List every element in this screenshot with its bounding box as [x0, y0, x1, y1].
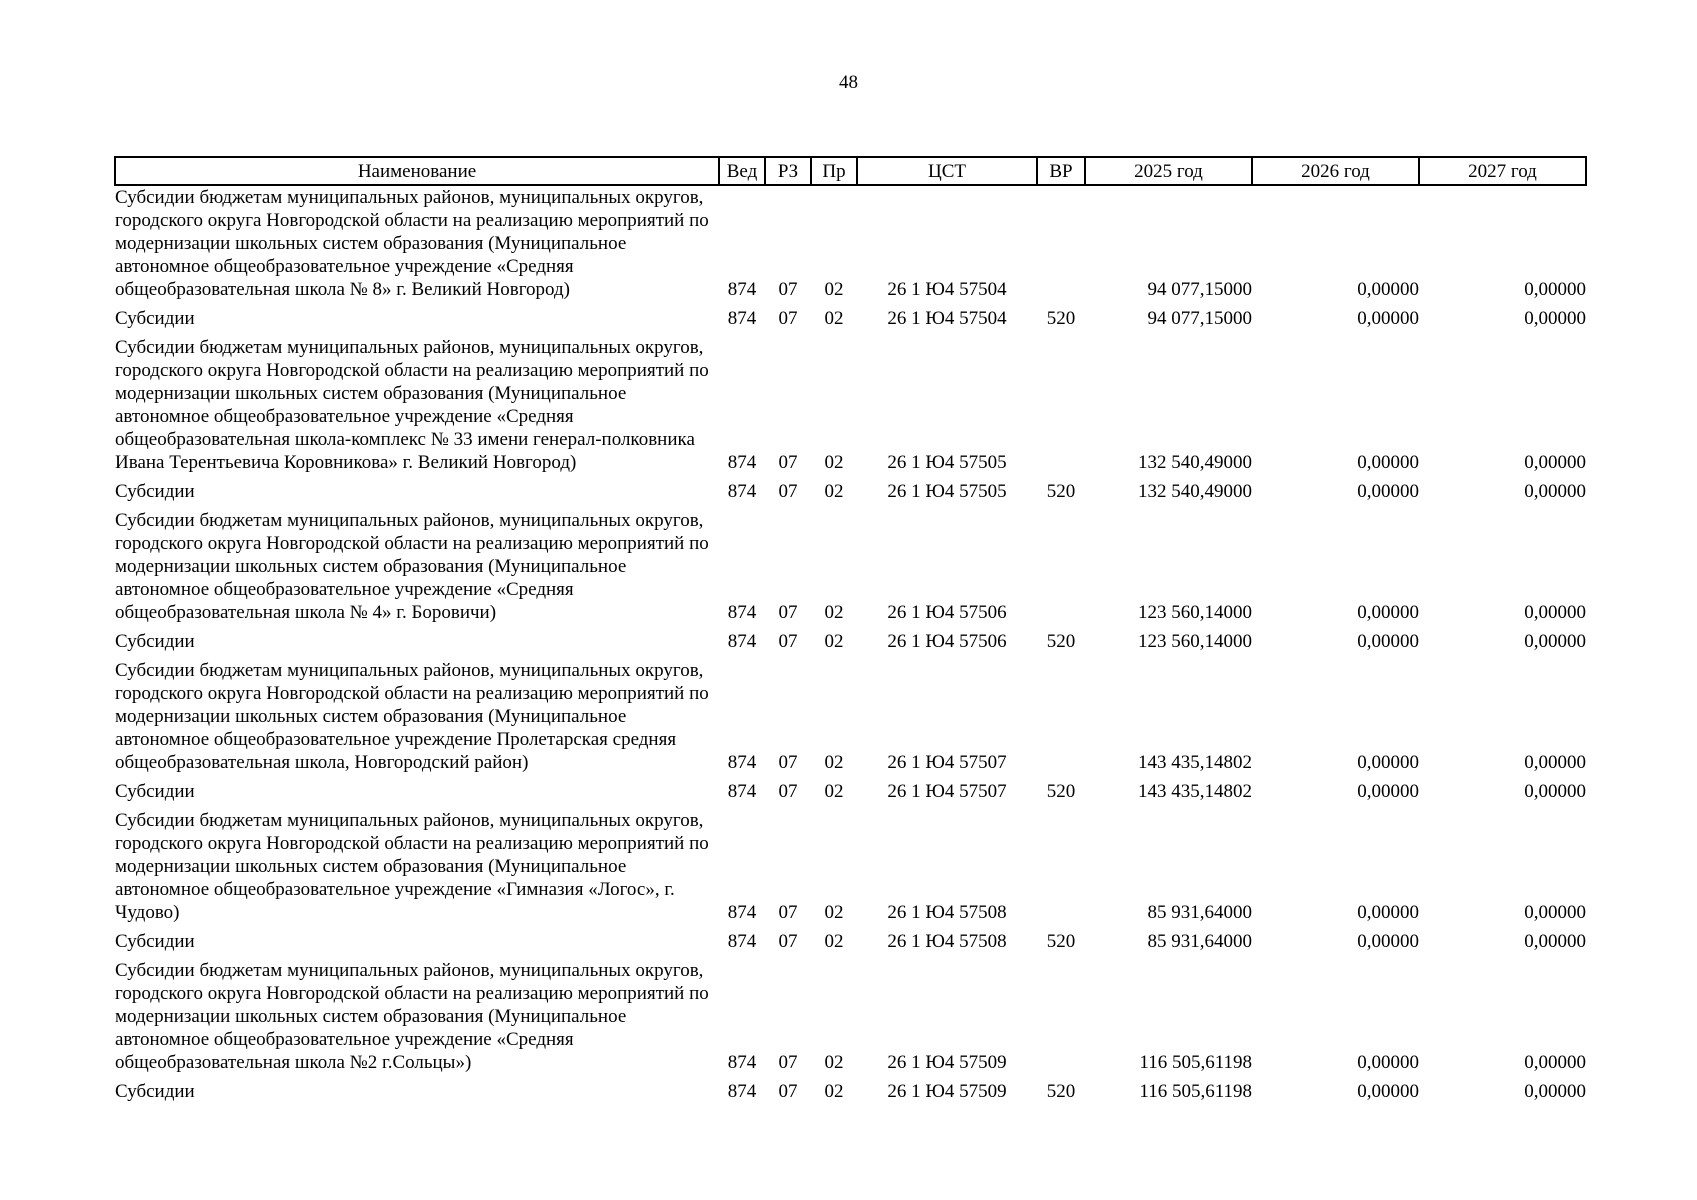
cell-cst: 26 1 Ю4 57507 — [887, 752, 1007, 773]
cell-2026: 0,00000 — [1357, 902, 1419, 923]
cell-ved: 874 — [727, 602, 757, 623]
cell-name: Субсидии бюджетам муниципальных районов, муниципальных округов, городского округа Новгородской области на реализацию мероприятий по модернизации школьных систем образования (Муниципальное автономное общеобразовательное учреждение «Средняя общеобразовательная школа № 4» г. Боровичи) — [115, 510, 709, 623]
cell-pr: 02 — [824, 279, 844, 300]
cell-name: Субсидии бюджетам муниципальных районов, муниципальных округов, городского округа Новгородской области на реализацию мероприятий по модернизации школьных систем образования (Муниципальное автономное общеобразовательное учреждение «Средняя общеобразовательная школа №2 г.Сольцы») — [115, 960, 709, 1073]
cell-2026: 0,00000 — [1357, 481, 1419, 502]
cell-pr: 02 — [824, 452, 844, 473]
header-2025: 2025 год — [1085, 157, 1252, 185]
cell-2025: 94 077,15000 — [1147, 279, 1252, 300]
cell-rz: 07 — [778, 1052, 798, 1073]
cell-rz: 07 — [778, 752, 798, 773]
cell-2026: 0,00000 — [1357, 602, 1419, 623]
cell-2026: 0,00000 — [1357, 452, 1419, 473]
cell-cst: 26 1 Ю4 57505 — [887, 481, 1007, 502]
cell-2025: 116 505,61198 — [1139, 1052, 1252, 1073]
cell-2025: 143 435,14802 — [1138, 752, 1252, 773]
cell-2026: 0,00000 — [1357, 279, 1419, 300]
cell-rz: 07 — [778, 481, 798, 502]
cell-rz: 07 — [778, 602, 798, 623]
cell-vr — [1037, 659, 1085, 780]
cell-pr: 02 — [824, 631, 844, 652]
header-2027: 2027 год — [1419, 157, 1586, 185]
cell-2025: 116 505,61198 — [1139, 1081, 1252, 1102]
cell-vr: 520 — [1046, 308, 1076, 329]
cell-cst: 26 1 Ю4 57504 — [887, 279, 1007, 300]
cell-vr: 520 — [1046, 781, 1076, 802]
cell-2027: 0,00000 — [1524, 1052, 1586, 1073]
cell-vr — [1037, 336, 1085, 480]
table-row — [115, 509, 1586, 630]
header-ved: Вед — [719, 157, 765, 185]
cell-2026: 0,00000 — [1357, 1052, 1419, 1073]
cell-rz: 07 — [778, 902, 798, 923]
cell-2025: 143 435,14802 — [1138, 781, 1252, 802]
header-pr: Пр — [811, 157, 857, 185]
cell-2026: 0,00000 — [1357, 931, 1419, 952]
cell-vr: 520 — [1046, 481, 1076, 502]
cell-2027: 0,00000 — [1524, 481, 1586, 502]
cell-ved: 874 — [727, 931, 757, 952]
cell-rz: 07 — [778, 781, 798, 802]
cell-cst: 26 1 Ю4 57509 — [887, 1052, 1007, 1073]
cell-pr: 02 — [824, 902, 844, 923]
cell-rz: 07 — [778, 452, 798, 473]
cell-vr — [1037, 185, 1085, 307]
cell-ved: 874 — [727, 1081, 757, 1102]
cell-2027: 0,00000 — [1524, 752, 1586, 773]
table-row — [115, 1080, 1586, 1109]
cell-vr — [1037, 509, 1085, 630]
cell-rz: 07 — [778, 931, 798, 952]
cell-2027: 0,00000 — [1524, 631, 1586, 652]
table-header — [115, 157, 1586, 185]
cell-2026: 0,00000 — [1357, 781, 1419, 802]
cell-ved: 874 — [727, 481, 757, 502]
cell-2026: 0,00000 — [1357, 631, 1419, 652]
page-number: 48 — [839, 72, 858, 93]
cell-pr: 02 — [824, 308, 844, 329]
cell-rz: 07 — [778, 1081, 798, 1102]
cell-2025: 123 560,14000 — [1138, 602, 1252, 623]
cell-pr: 02 — [824, 1081, 844, 1102]
table-row — [115, 336, 1586, 480]
cell-pr: 02 — [824, 602, 844, 623]
cell-2026: 0,00000 — [1357, 752, 1419, 773]
cell-name: Субсидии — [115, 1081, 195, 1102]
cell-ved: 874 — [727, 279, 757, 300]
cell-cst: 26 1 Ю4 57506 — [887, 631, 1007, 652]
cell-pr: 02 — [824, 752, 844, 773]
cell-pr: 02 — [824, 481, 844, 502]
table-row — [115, 930, 1586, 959]
header-name: Наименование — [115, 157, 719, 185]
table-row — [115, 959, 1586, 1080]
cell-name: Субсидии — [115, 631, 195, 652]
cell-2027: 0,00000 — [1524, 1081, 1586, 1102]
cell-name: Субсидии — [115, 781, 195, 802]
table-row — [115, 659, 1586, 780]
cell-2025: 132 540,49000 — [1138, 452, 1252, 473]
cell-name: Субсидии бюджетам муниципальных районов, муниципальных округов, городского округа Новгородской области на реализацию мероприятий по модернизации школьных систем образования (Муниципальное автономное общеобразовательное учреждение «Средняя общеобразовательная школа-комплекс № 33 имени генерал-полковника Ивана Терентьевича Коровникова» г. Великий Новгород) — [115, 337, 709, 473]
cell-2027: 0,00000 — [1524, 931, 1586, 952]
cell-name: Субсидии — [115, 308, 195, 329]
cell-ved: 874 — [727, 1052, 757, 1073]
budget-table — [114, 156, 1587, 1109]
cell-2027: 0,00000 — [1524, 308, 1586, 329]
cell-vr: 520 — [1046, 931, 1076, 952]
cell-ved: 874 — [727, 752, 757, 773]
table-row — [115, 185, 1586, 307]
cell-2025: 123 560,14000 — [1138, 631, 1252, 652]
cell-2027: 0,00000 — [1524, 602, 1586, 623]
table-row — [115, 307, 1586, 336]
cell-vr: 520 — [1046, 631, 1076, 652]
cell-vr: 520 — [1046, 1081, 1076, 1102]
cell-rz: 07 — [778, 631, 798, 652]
cell-pr: 02 — [824, 781, 844, 802]
cell-ved: 874 — [727, 631, 757, 652]
cell-2025: 132 540,49000 — [1138, 481, 1252, 502]
header-rz: РЗ — [765, 157, 811, 185]
cell-2025: 85 931,64000 — [1147, 902, 1252, 923]
cell-ved: 874 — [727, 781, 757, 802]
table-row — [115, 480, 1586, 509]
cell-name: Субсидии бюджетам муниципальных районов, муниципальных округов, городского округа Новгородской области на реализацию мероприятий по модернизации школьных систем образования (Муниципальное автономное общеобразовательное учреждение «Гимназия «Логос», г. Чудово) — [115, 810, 709, 923]
cell-2027: 0,00000 — [1524, 781, 1586, 802]
cell-rz: 07 — [778, 279, 798, 300]
cell-ved: 874 — [727, 308, 757, 329]
cell-cst: 26 1 Ю4 57506 — [887, 602, 1007, 623]
table-body — [115, 185, 1586, 1109]
cell-cst: 26 1 Ю4 57509 — [887, 1081, 1007, 1102]
cell-2027: 0,00000 — [1524, 279, 1586, 300]
cell-vr — [1037, 809, 1085, 930]
cell-2027: 0,00000 — [1524, 452, 1586, 473]
cell-rz: 07 — [778, 308, 798, 329]
table-row — [115, 630, 1586, 659]
cell-pr: 02 — [824, 931, 844, 952]
header-cst: ЦСТ — [857, 157, 1037, 185]
cell-cst: 26 1 Ю4 57508 — [887, 931, 1007, 952]
header-vr: ВР — [1037, 157, 1085, 185]
cell-cst: 26 1 Ю4 57507 — [887, 781, 1007, 802]
cell-name: Субсидии бюджетам муниципальных районов, муниципальных округов, городского округа Новгородской области на реализацию мероприятий по модернизации школьных систем образования (Муниципальное автономное общеобразовательное учреждение «Средняя общеобразовательная школа № 8» г. Великий Новгород) — [115, 187, 709, 300]
header-row — [115, 157, 1586, 185]
cell-cst: 26 1 Ю4 57505 — [887, 452, 1007, 473]
cell-pr: 02 — [824, 1052, 844, 1073]
cell-cst: 26 1 Ю4 57504 — [887, 308, 1007, 329]
cell-name: Субсидии бюджетам муниципальных районов, муниципальных округов, городского округа Новгородской области на реализацию мероприятий по модернизации школьных систем образования (Муниципальное автономное общеобразовательное учреждение Пролетарская средняя общеобразовательная школа, Новгородский район) — [115, 660, 709, 773]
table-row — [115, 809, 1586, 930]
cell-vr — [1037, 959, 1085, 1080]
cell-2025: 94 077,15000 — [1147, 308, 1252, 329]
cell-cst: 26 1 Ю4 57508 — [887, 902, 1007, 923]
cell-ved: 874 — [727, 452, 757, 473]
cell-2026: 0,00000 — [1357, 1081, 1419, 1102]
cell-2027: 0,00000 — [1524, 902, 1586, 923]
cell-2025: 85 931,64000 — [1147, 931, 1252, 952]
cell-name: Субсидии — [115, 931, 195, 952]
table-row — [115, 780, 1586, 809]
cell-ved: 874 — [727, 902, 757, 923]
header-2026: 2026 год — [1252, 157, 1419, 185]
cell-2026: 0,00000 — [1357, 308, 1419, 329]
cell-name: Субсидии — [115, 481, 195, 502]
